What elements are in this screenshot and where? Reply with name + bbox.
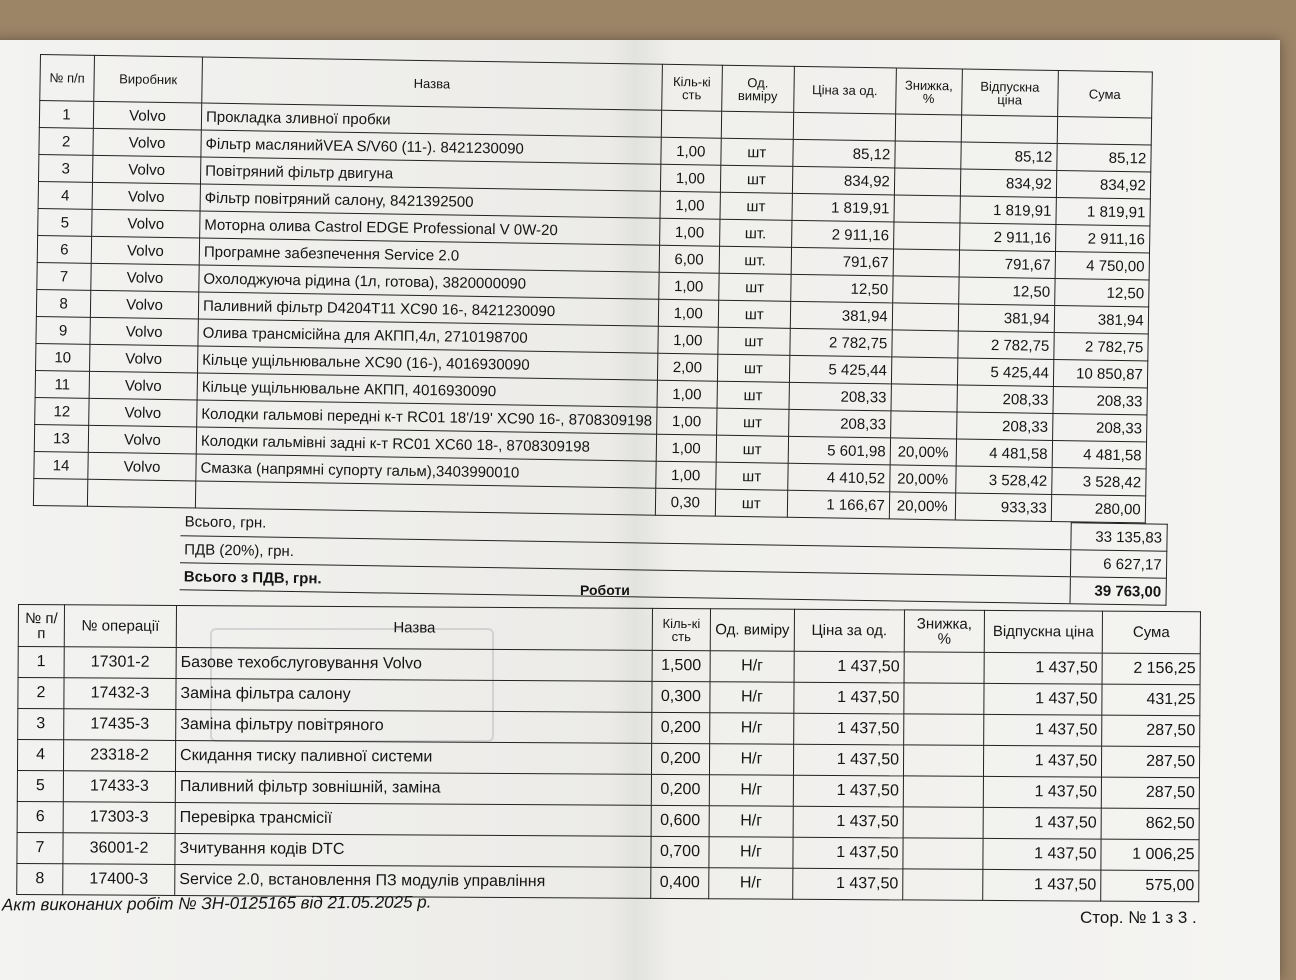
parts-row-cell: 208,33 bbox=[788, 409, 890, 438]
parts-row-cell: Програмне забезпечення Service 2.0 bbox=[199, 238, 659, 272]
works-row-cell: 0,200 bbox=[651, 774, 709, 805]
parts-row-cell bbox=[892, 303, 958, 331]
works-row-cell: 5 bbox=[17, 770, 63, 801]
parts-row-cell: 11 bbox=[35, 370, 89, 398]
works-row-cell: 1 bbox=[18, 647, 64, 678]
works-row-cell: 0,700 bbox=[651, 836, 709, 867]
parts-row-cell: 6,00 bbox=[659, 245, 719, 273]
works-col-num: № п/п bbox=[18, 605, 64, 647]
parts-row-cell: шт bbox=[720, 192, 792, 220]
works-row-cell bbox=[903, 869, 983, 900]
works-row-cell: 1,500 bbox=[652, 650, 710, 681]
parts-row-cell: 1,00 bbox=[660, 191, 720, 219]
parts-row-cell bbox=[661, 110, 721, 138]
parts-row-cell: 2 911,16 bbox=[1055, 224, 1149, 252]
works-row-cell: 287,50 bbox=[1101, 746, 1199, 778]
works-row-cell: Н/г bbox=[710, 713, 794, 745]
parts-row-cell: шт bbox=[718, 327, 790, 355]
parts-row-cell: 20,00% bbox=[889, 465, 955, 493]
works-row-cell: 2 bbox=[18, 678, 64, 709]
parts-row-cell: Прокладка зливної пробки bbox=[201, 103, 661, 137]
works-row-cell: 17433-3 bbox=[63, 771, 175, 803]
parts-row-cell: 208,33 bbox=[1053, 386, 1147, 414]
works-row-cell: 0,200 bbox=[651, 743, 709, 774]
parts-row-cell: 12,50 bbox=[958, 277, 1054, 306]
parts-row-cell: 791,67 bbox=[959, 250, 1055, 279]
works-row-cell: Перевірка трансмісії bbox=[175, 802, 651, 836]
total-vat-value: 39 763,00 bbox=[1069, 577, 1165, 606]
works-row-cell bbox=[904, 714, 984, 745]
parts-col-num: № п/п bbox=[40, 55, 95, 102]
parts-row-cell bbox=[894, 195, 960, 223]
parts-row-cell: 4 bbox=[38, 181, 92, 209]
parts-row-cell bbox=[33, 478, 87, 506]
vat-label: ПДВ (20%), грн. bbox=[180, 536, 1070, 577]
works-row-cell: Н/г bbox=[709, 744, 793, 776]
parts-row-cell: 208,33 bbox=[789, 382, 891, 411]
parts-body bbox=[33, 101, 1151, 523]
parts-row-cell: 20,00% bbox=[890, 438, 956, 466]
works-table-wrapper bbox=[16, 604, 1201, 902]
parts-row-cell: Кільце ущільнювальне XC90 (16-), 4016930090 bbox=[198, 346, 658, 380]
parts-row-cell: 1,00 bbox=[656, 461, 716, 489]
parts-totals bbox=[180, 508, 1168, 605]
parts-col-maker: Виробник bbox=[94, 55, 203, 103]
parts-row-cell: 280,00 bbox=[1051, 494, 1145, 522]
parts-row-cell: 1,00 bbox=[659, 218, 719, 246]
parts-row-cell: 1,00 bbox=[658, 299, 718, 327]
parts-row-cell bbox=[87, 479, 195, 508]
parts-row-cell: Volvo bbox=[92, 182, 200, 211]
parts-row-cell: Volvo bbox=[93, 128, 201, 157]
parts-row-cell: 12,50 bbox=[1054, 278, 1148, 306]
works-row-cell: 0,400 bbox=[651, 867, 709, 898]
parts-row-cell: 791,67 bbox=[791, 247, 893, 276]
works-row-cell: 7 bbox=[17, 832, 63, 863]
works-row-cell: Н/г bbox=[710, 682, 794, 714]
parts-row-cell bbox=[1057, 116, 1151, 144]
parts-row-cell: 1 819,91 bbox=[1056, 197, 1150, 225]
works-row-cell: 1 437,50 bbox=[793, 744, 903, 776]
parts-row-cell: 85,12 bbox=[793, 139, 895, 168]
parts-row-cell: 1 166,67 bbox=[787, 490, 889, 519]
works-row-cell: 1 437,50 bbox=[983, 776, 1101, 808]
works-row-cell bbox=[903, 807, 983, 838]
parts-row-cell: 85,12 bbox=[961, 142, 1057, 171]
parts-row-cell: шт bbox=[716, 408, 788, 436]
total-label: Всього, грн. bbox=[180, 509, 1070, 550]
parts-row-cell: шт bbox=[721, 138, 793, 166]
parts-row-cell bbox=[793, 112, 895, 141]
parts-row-cell bbox=[895, 141, 961, 169]
works-row-cell: 17301-2 bbox=[64, 647, 176, 679]
parts-row-cell bbox=[894, 168, 960, 196]
works-row-cell: Н/г bbox=[709, 806, 793, 838]
works-row-cell: 23318-2 bbox=[63, 740, 175, 772]
parts-row-cell: 12,50 bbox=[790, 274, 892, 303]
parts-row-cell: 834,92 bbox=[960, 169, 1056, 198]
works-row-cell: 0,600 bbox=[651, 805, 709, 836]
parts-row-cell: шт bbox=[717, 381, 789, 409]
parts-row-cell: Volvo bbox=[90, 290, 198, 319]
works-row-cell: 0,300 bbox=[652, 681, 710, 712]
works-row-cell bbox=[903, 838, 983, 869]
parts-row-cell: 2 782,75 bbox=[790, 328, 892, 357]
parts-row-cell: 10 850,87 bbox=[1053, 359, 1147, 387]
total-value: 33 135,83 bbox=[1070, 523, 1166, 552]
parts-row-cell: 6 bbox=[37, 235, 91, 263]
works-row-cell: 431,25 bbox=[1102, 684, 1200, 716]
parts-row-cell: 0,30 bbox=[655, 488, 715, 516]
works-row-cell: Базове техобслуговування Volvo bbox=[176, 647, 652, 681]
parts-row-cell: Volvo bbox=[91, 263, 199, 292]
parts-row-cell: 9 bbox=[36, 316, 90, 344]
parts-row-cell: Volvo bbox=[88, 425, 196, 454]
parts-row-cell: Моторна олива Castrol EDGE Professional V 0W-20 bbox=[200, 211, 660, 245]
parts-row-cell: 2 782,75 bbox=[958, 331, 1054, 360]
parts-row-cell: Volvo bbox=[90, 317, 198, 346]
works-row-cell: 1 437,50 bbox=[794, 682, 904, 714]
total-vat-label: Всього з ПДВ, грн. bbox=[180, 563, 1070, 604]
works-row-cell bbox=[904, 683, 984, 714]
works-row-cell: Н/г bbox=[709, 868, 793, 900]
parts-col-qty: Кіль-кі сть bbox=[661, 64, 722, 111]
parts-row-cell: 208,33 bbox=[1052, 413, 1146, 441]
parts-col-price: Ціна за од. bbox=[793, 66, 896, 114]
works-row-cell: 6 bbox=[17, 801, 63, 832]
parts-row-cell: 1 bbox=[39, 101, 93, 129]
parts-row-cell: 3 528,42 bbox=[1051, 467, 1145, 495]
parts-row-cell: шт. bbox=[719, 219, 791, 247]
works-row-cell: Паливний фільтр зовнішній, заміна bbox=[175, 771, 651, 805]
works-row-cell: 1 006,25 bbox=[1101, 839, 1199, 871]
parts-row-cell: Паливний фільтр D4204T11 XC90 16-, 8421230090 bbox=[198, 292, 658, 326]
works-col-sum: Сума bbox=[1102, 611, 1200, 654]
parts-row-cell: Охолоджуюча рідина (1л, готова), 3820000090 bbox=[199, 265, 659, 299]
works-row-cell: Н/г bbox=[709, 837, 793, 869]
works-row-cell: 0,200 bbox=[652, 712, 710, 743]
parts-row-cell: 933,33 bbox=[955, 493, 1051, 522]
parts-row-cell: Повітряний фільтр двигуна bbox=[200, 157, 660, 191]
parts-row-cell bbox=[893, 249, 959, 277]
works-row-cell: 17400-3 bbox=[63, 864, 175, 896]
works-header-row bbox=[18, 605, 1200, 654]
parts-row-cell: 1,00 bbox=[656, 407, 716, 435]
works-row-cell: Н/г bbox=[710, 651, 794, 683]
parts-row-cell: 1,00 bbox=[656, 434, 716, 462]
parts-row-cell: Колодки гальмівні задні к-т RC01 XC60 18-, 8708309198 bbox=[196, 427, 656, 461]
works-row-cell: 3 bbox=[18, 709, 64, 740]
parts-row-cell: 2 911,16 bbox=[959, 223, 1055, 252]
parts-row-cell: 2,00 bbox=[657, 353, 717, 381]
parts-row-cell: 2 911,16 bbox=[791, 220, 893, 249]
works-col-price: Ціна за од. bbox=[794, 609, 904, 652]
parts-row-cell: 208,33 bbox=[957, 385, 1053, 414]
parts-row-cell bbox=[890, 411, 956, 439]
parts-col-discount: Знижка, % bbox=[895, 68, 962, 115]
works-row-cell: 1 437,50 bbox=[793, 775, 903, 807]
parts-row-cell: Volvo bbox=[89, 371, 197, 400]
parts-row-cell: Volvo bbox=[92, 209, 200, 238]
works-row-cell: 1 437,50 bbox=[793, 868, 903, 900]
works-row-cell: 17435-3 bbox=[64, 709, 176, 741]
parts-row-cell: 12 bbox=[35, 397, 89, 425]
works-row-cell: Скидання тиску паливної системи bbox=[175, 740, 651, 774]
parts-row-cell: 381,94 bbox=[1054, 305, 1148, 333]
parts-row-cell: 1 819,91 bbox=[960, 196, 1056, 225]
parts-row-cell: 1,00 bbox=[660, 164, 720, 192]
works-row-cell: 1 437,50 bbox=[793, 806, 903, 838]
works-row-cell: Заміна фільтра салону bbox=[176, 678, 652, 712]
works-row-cell: 17303-3 bbox=[63, 802, 175, 834]
act-number: Акт виконаних робіт № ЗН-0125165 від 21.05.2025 р. bbox=[1, 892, 432, 915]
works-row-cell: 1 437,50 bbox=[984, 714, 1102, 746]
works-row-cell: 287,50 bbox=[1102, 715, 1200, 747]
parts-row-cell: шт bbox=[718, 273, 790, 301]
parts-col-net: Відпускна ціна bbox=[961, 69, 1058, 117]
parts-row-cell: Volvo bbox=[93, 101, 201, 130]
parts-row-cell: Volvo bbox=[89, 398, 197, 427]
parts-row-cell: Кільце ущільнювальне АКПП, 4016930090 bbox=[197, 373, 657, 407]
works-row-cell: Заміна фільтру повітряного bbox=[176, 709, 652, 743]
parts-row-cell: шт. bbox=[719, 246, 791, 274]
vat-value: 6 627,17 bbox=[1070, 550, 1166, 579]
parts-row-cell: 834,92 bbox=[1056, 170, 1150, 198]
parts-col-name: Назва bbox=[202, 57, 662, 110]
works-col-discount: Знижка, % bbox=[904, 610, 984, 652]
works-row-cell: 287,50 bbox=[1101, 777, 1199, 809]
parts-row-cell: 2 782,75 bbox=[1054, 332, 1148, 360]
parts-row-cell bbox=[893, 222, 959, 250]
parts-row-cell bbox=[721, 111, 793, 139]
parts-row-cell: 381,94 bbox=[790, 301, 892, 330]
parts-row-cell: 5 425,44 bbox=[957, 358, 1053, 387]
works-row-cell bbox=[904, 652, 984, 683]
parts-row-cell: 20,00% bbox=[889, 492, 955, 520]
parts-row-cell: 208,33 bbox=[956, 412, 1052, 441]
parts-row-cell: 85,12 bbox=[1057, 143, 1151, 171]
works-table bbox=[16, 604, 1201, 902]
parts-row-cell: 3 528,42 bbox=[955, 466, 1051, 495]
parts-table-wrapper bbox=[32, 54, 1175, 606]
works-row-cell: Н/г bbox=[709, 775, 793, 807]
page-number: Стор. № 1 з 3 . bbox=[1080, 908, 1197, 927]
works-row-cell: 17432-3 bbox=[64, 678, 176, 710]
parts-row-cell: 1,00 bbox=[658, 326, 718, 354]
parts-table bbox=[33, 54, 1153, 523]
parts-row-cell bbox=[895, 114, 961, 142]
parts-col-unit: Од. виміру bbox=[721, 65, 794, 112]
works-row-cell: 36001-2 bbox=[63, 833, 175, 865]
parts-row-cell: 5 bbox=[38, 208, 92, 236]
parts-row-cell: шт bbox=[715, 462, 787, 490]
parts-row-cell: шт bbox=[717, 354, 789, 382]
works-row-cell: 1 437,50 bbox=[983, 838, 1101, 870]
works-row-cell: 575,00 bbox=[1101, 870, 1199, 902]
works-row-cell: 1 437,50 bbox=[983, 807, 1101, 839]
works-col-name: Назва bbox=[176, 605, 652, 650]
parts-row-cell: 13 bbox=[34, 424, 88, 452]
parts-row-cell: 4 410,52 bbox=[787, 463, 889, 492]
parts-row-cell: 1,00 bbox=[661, 137, 721, 165]
parts-row-cell: 4 750,00 bbox=[1055, 251, 1149, 279]
parts-row-cell: Volvo bbox=[88, 452, 196, 481]
works-title: Роботи bbox=[580, 582, 630, 598]
parts-row-cell: шт bbox=[716, 435, 788, 463]
parts-row-cell bbox=[892, 276, 958, 304]
works-row-cell: 862,50 bbox=[1101, 808, 1199, 840]
parts-row-cell: 8 bbox=[36, 289, 90, 317]
works-col-op: № операції bbox=[64, 605, 176, 648]
parts-row-cell: Фільтр повітряний салону, 8421392500 bbox=[200, 184, 660, 218]
parts-row-cell: 1,00 bbox=[658, 272, 718, 300]
parts-row-cell: Volvo bbox=[91, 236, 199, 265]
parts-row-cell: 5 601,98 bbox=[788, 436, 890, 465]
works-row-cell bbox=[903, 745, 983, 776]
parts-row-cell: 3 bbox=[38, 154, 92, 182]
works-row-cell: 1 437,50 bbox=[793, 837, 903, 869]
parts-row-cell: 7 bbox=[37, 262, 91, 290]
parts-col-sum: Сума bbox=[1057, 70, 1152, 117]
works-row-cell: 1 437,50 bbox=[794, 651, 904, 683]
parts-row-cell: Volvo bbox=[90, 344, 198, 373]
works-body bbox=[17, 647, 1200, 902]
works-row-cell: 1 437,50 bbox=[983, 869, 1101, 901]
works-row-cell bbox=[903, 776, 983, 807]
parts-row-cell: 834,92 bbox=[792, 166, 894, 195]
works-row-cell: 1 437,50 bbox=[983, 745, 1101, 777]
parts-row-cell: 1 819,91 bbox=[792, 193, 894, 222]
works-row-cell: 8 bbox=[17, 863, 63, 894]
works-row-cell: 1 437,50 bbox=[984, 683, 1102, 715]
parts-row-cell bbox=[891, 357, 957, 385]
parts-row-cell bbox=[892, 330, 958, 358]
works-col-net: Відпускна ціна bbox=[984, 610, 1102, 653]
parts-row-cell: шт bbox=[718, 300, 790, 328]
parts-row-cell bbox=[891, 384, 957, 412]
works-col-unit: Од. виміру bbox=[710, 609, 794, 652]
parts-row-cell bbox=[961, 115, 1057, 144]
parts-row-cell: 4 481,58 bbox=[956, 439, 1052, 468]
parts-row-cell: 10 bbox=[36, 343, 90, 371]
parts-row-cell: 1,00 bbox=[657, 380, 717, 408]
parts-row-cell: 2 bbox=[39, 127, 93, 155]
parts-row-cell: Колодки гальмові передні к-т RC01 18'/19' XC90 16-, 8708309198 bbox=[197, 400, 657, 434]
works-row-cell: 1 437,50 bbox=[984, 652, 1102, 684]
parts-row-cell: 14 bbox=[34, 451, 88, 479]
works-row-cell: Зчитування кодів DTC bbox=[175, 833, 651, 867]
parts-row-cell: шт bbox=[720, 165, 792, 193]
parts-row-cell: 4 481,58 bbox=[1052, 440, 1146, 468]
works-col-qty: Кіль-кі сть bbox=[652, 608, 710, 650]
parts-row-cell: Олива трансмісійна для АКПП,4л, 2710198700 bbox=[198, 319, 658, 353]
parts-row-cell: шт bbox=[715, 489, 787, 517]
works-row-cell: 1 437,50 bbox=[794, 713, 904, 745]
works-row-cell: 2 156,25 bbox=[1102, 653, 1200, 685]
works-row-cell: Service 2.0, встановлення ПЗ модулів управління bbox=[175, 864, 651, 898]
parts-row-cell: Фільтр маслянийVEA S/V60 (11-). 8421230090 bbox=[201, 130, 661, 164]
parts-row-cell: 5 425,44 bbox=[789, 355, 891, 384]
parts-row-cell: Volvo bbox=[92, 155, 200, 184]
parts-row-cell: Смазка (напрямні супорту гальм),3403990010 bbox=[196, 454, 656, 488]
works-row-cell: 4 bbox=[17, 740, 63, 771]
parts-row-cell: 381,94 bbox=[958, 304, 1054, 333]
